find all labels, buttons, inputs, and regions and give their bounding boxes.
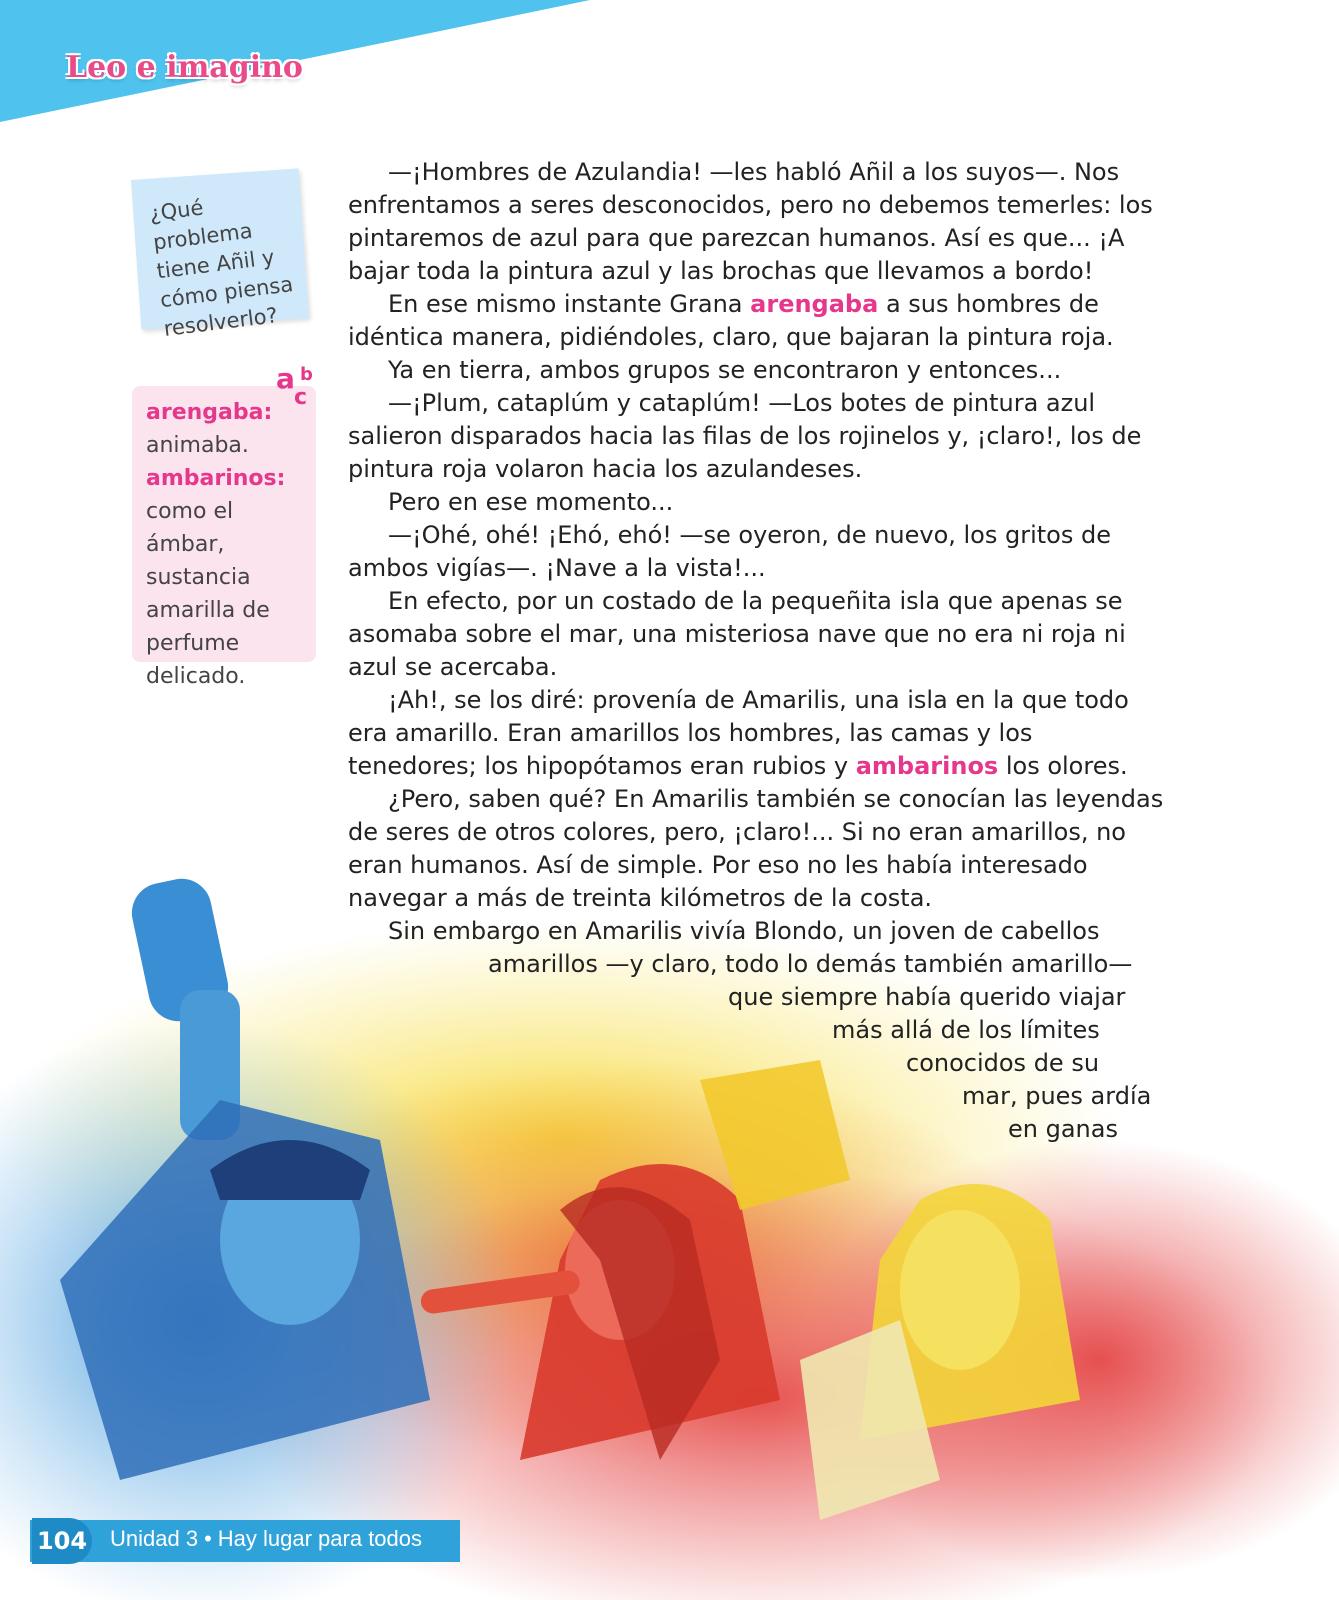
story-paragraph: —¡Ohé, ohé! ¡Ehó, ehó! —se oyeron, de nuevo, los gritos de ambos vigías—. ¡Nave a la vista!... [348,521,1111,582]
story-line: más allá de los límites [832,1016,1100,1044]
story-paragraph: —¡Hombres de Azulandia! —les habló Añil a los suyos—. Nos enfrentamos a seres desconocidos, pero no debemos temerles: los pintaremos de azul para que parezcan humanos. Así es que... ¡A bajar toda la pintura azul y las brochas que llevamos a bordo! [348,158,1153,285]
glossary-word-arengaba: arengaba [750,290,879,318]
story-paragraph: En efecto, por un costado de la pequeñita isla que apenas se asomaba sobre el mar, una misteriosa nave que no era ni roja ni azul se acercaba. [348,587,1126,681]
story-paragraph: —¡Plum, cataplúm y cataplúm! —Los botes de pintura azul salieron disparados hacia las filas de los rojinelos y, ¡claro!, los de pintura roja volaron hacia los azulandeses. [348,389,1142,483]
glossary-list [146,396,306,693]
glossary-definition: animaba. [146,433,249,458]
text-run: a sus hombres de idéntica manera, pidiéndoles, claro, que bajaran la pintura roja. [348,290,1114,351]
bullet-separator: • [204,1526,212,1551]
story-text [348,156,1168,1146]
story-paragraph: Pero en ese momento... [388,488,674,516]
text-run: ¡Ah!, se los diré: provenía de Amarilis, una isla en la que todo era amarillo. Eran amarillos los hombres, las camas y los tenedores; los hipopótamos eran rubios y [348,686,1129,780]
story-paragraph: Ya en tierra, ambos grupos se encontraron y entonces... [388,356,1062,384]
glossary-word-ambarinos: ambarinos [855,752,999,780]
story-paragraph [348,288,1168,354]
story-line: que siempre había querido viajar [728,983,1126,1011]
page-number: 104 [32,1518,92,1564]
text-run: los olores. [998,752,1128,780]
text-run: En ese mismo instante Grana [388,290,751,318]
reading-question: ¿Qué problema tiene Añil y cómo piensa resolverlo? [148,195,295,341]
section-title: Leo e imagino [66,50,303,85]
glossary-definition: como el ámbar, sustancia amarilla de perfume delicado. [146,499,270,689]
story-paragraph [348,684,1168,783]
svg-text:a: a [276,362,295,395]
unit-number: Unidad 3 [110,1526,199,1551]
story-paragraph: ¿Pero, saben qué? En Amarilis también se conocían las leyendas de seres de otros colores, pero, ¡claro!... Si no eran amarillos, no eran humanos. Así de simple. Por eso no les había interesado navegar a más de treinta kilómetros de la costa. [348,785,1164,912]
story-line: mar, pues ardía [962,1082,1152,1110]
glossary-term: ambarinos: [146,466,286,491]
unit-title: Hay lugar para todos [217,1526,423,1551]
svg-text:b: b [300,364,313,385]
svg-text:c: c [294,385,308,410]
story-line: en ganas [1008,1115,1118,1143]
story-line: conocidos de su [906,1049,1100,1077]
story-line: Sin embargo en Amarilis vivía Blondo, un joven de cabellos [388,917,1100,945]
story-line: amarillos —y claro, todo lo demás también amarillo— [488,950,1133,978]
story-paragraph-shaped [348,915,1168,1146]
glossary-term: arengaba: [146,400,273,425]
unit-label [110,1526,422,1552]
